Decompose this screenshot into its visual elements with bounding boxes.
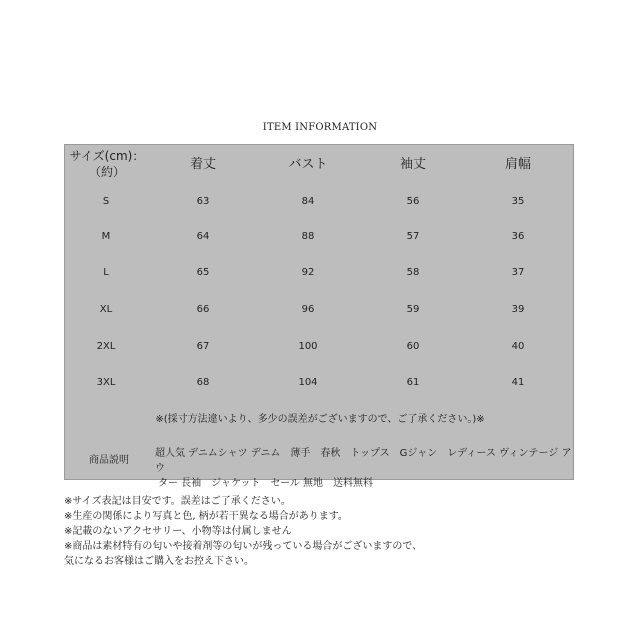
footer-note: ※商品は素材特有の匂いや接着剤等の匂いが残っている場合がございますので、 (64, 541, 423, 552)
value-cell: 88 (301, 231, 315, 242)
header-sleeve: 袖丈 (399, 157, 427, 172)
table-row (65, 373, 575, 393)
measurement-note: ※(採寸方法違いより、多少の誤差がございますので、ご了承ください。)※ (155, 414, 485, 425)
value-cell: 57 (406, 231, 420, 242)
value-cell: 92 (301, 267, 315, 278)
table-row (65, 337, 575, 357)
table-row (65, 300, 575, 320)
value-cell: 96 (301, 304, 315, 315)
table-row (65, 227, 575, 247)
header-length: 着丈 (189, 157, 217, 172)
size-unit-line2: （約） (88, 165, 125, 179)
size-cell: S (102, 196, 110, 207)
item-information-title: ITEM INFORMATION (262, 122, 378, 133)
value-cell: 41 (511, 377, 525, 388)
value-cell: 64 (196, 231, 210, 242)
value-cell: 39 (511, 304, 525, 315)
value-cell: 56 (406, 196, 420, 207)
size-cell: L (103, 267, 109, 278)
description-line: ター 長袖 ジャケット セール 無地 送料無料 (158, 478, 374, 489)
table-header-row (65, 155, 575, 175)
size-cell: M (101, 231, 111, 242)
header-bust: バスト (288, 157, 328, 172)
value-cell: 35 (511, 196, 525, 207)
value-cell: 36 (511, 231, 525, 242)
footer-note: ※記載のないアクセサリー、小物等は付属しません (64, 526, 292, 537)
value-cell: 67 (196, 341, 210, 352)
value-cell: 61 (406, 377, 420, 388)
size-cell: XL (99, 304, 113, 315)
size-table-panel (64, 144, 574, 489)
value-cell: 65 (196, 267, 210, 278)
header-shoulder: 肩幅 (504, 157, 532, 172)
value-cell: 60 (406, 341, 420, 352)
value-cell: 100 (298, 341, 318, 352)
value-cell: 66 (196, 304, 210, 315)
footer-note: ※サイズ表記は目安です。誤差はご了承ください。 (64, 496, 291, 507)
value-cell: 58 (406, 267, 420, 278)
value-cell: 68 (196, 377, 210, 388)
table-row (65, 263, 575, 283)
description-text (155, 446, 575, 491)
value-cell: 63 (196, 196, 210, 207)
value-cell: 59 (406, 304, 420, 315)
value-cell: 40 (511, 341, 525, 352)
footer-note: 気になるお客様はご購入をお控え下さい。 (64, 556, 254, 567)
footer-note: ※生産の関係により写真と色, 柄が若干異なる場合があります。 (64, 511, 348, 522)
size-cell: 2XL (96, 341, 116, 352)
description-label: 商品説明 (89, 455, 129, 466)
size-cell: 3XL (96, 377, 116, 388)
footer-notes (64, 494, 624, 569)
size-unit-line1: サイズ(cm)： (69, 149, 145, 163)
value-cell: 104 (298, 377, 318, 388)
value-cell: 37 (511, 267, 525, 278)
description-line: 超人気 デニムシャツ デニム 薄手 春秋 トップス Gジャン レディース ヴィンテージ アウ (155, 448, 572, 474)
table-row (65, 192, 575, 212)
value-cell: 84 (301, 196, 315, 207)
